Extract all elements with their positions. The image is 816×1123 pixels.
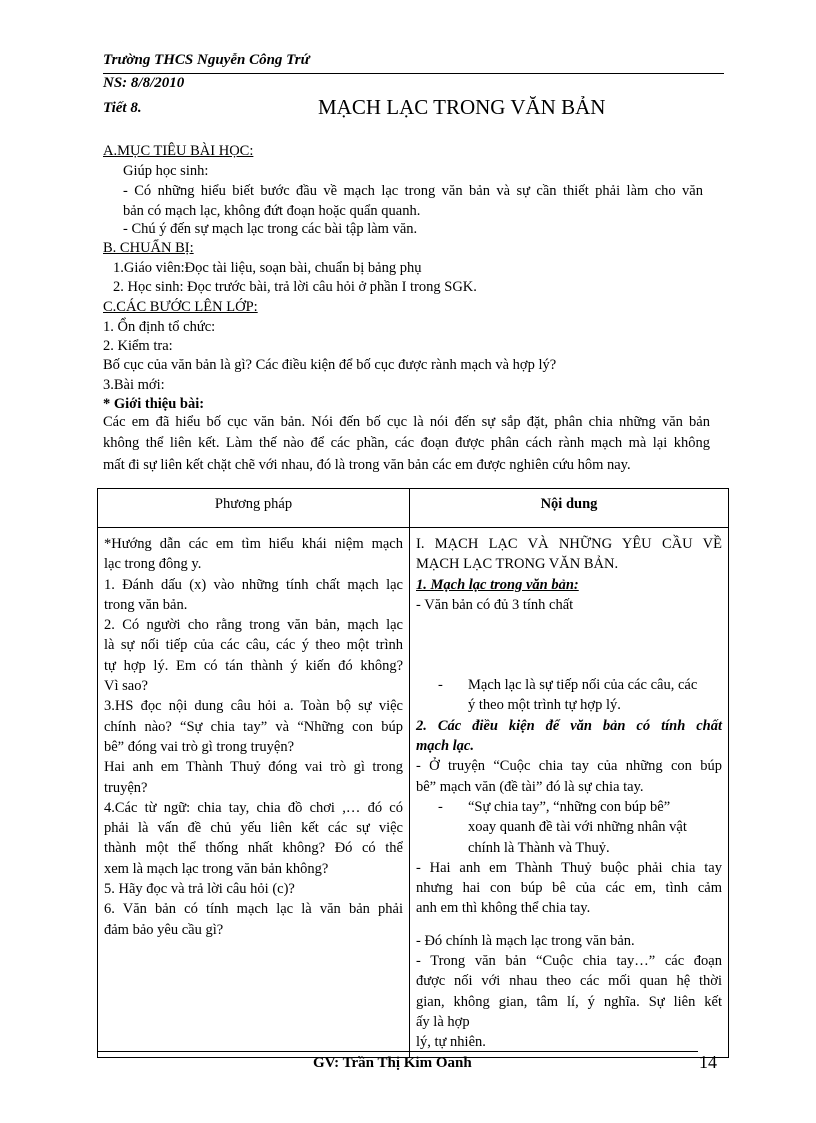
method-line: 6. Văn bản có tính mạch lạc là văn bản phải [104, 901, 403, 918]
section-a-line: Giúp học sinh: [123, 163, 209, 179]
method-line: tự hợp lý. Em có tán thành ý kiến đó không? [104, 657, 403, 674]
content-line: - Đó chính là mạch lạc trong văn bản. [416, 932, 635, 949]
section-c-heading: C.CÁC BƯỚC LÊN LỚP: [103, 299, 258, 315]
content-bullet [416, 675, 722, 695]
section-c-line: 1. Ổn định tổ chức: [103, 319, 216, 335]
content-line: được nối với nhau theo các mối quan hệ thời [416, 973, 722, 990]
content-line: anh em thì không thể chia tay. [416, 900, 591, 917]
method-line: 5. Hãy đọc và trả lời câu hỏi (c)? [104, 881, 295, 898]
content-bullet-text: xoay quanh đề tài với những nhân vật [468, 819, 687, 836]
method-line: 3.HS đọc nội dung câu hỏi a. Toàn bộ sự việc [104, 698, 403, 715]
footer-rule [97, 1051, 698, 1052]
content-line: ấy là hợp [416, 1013, 470, 1030]
content-line: lý, tự nhiên. [416, 1034, 486, 1051]
content-line: - Hai anh em Thành Thuỷ buộc phải chia tay [416, 859, 722, 876]
col-header-method: Phương pháp [98, 489, 410, 528]
intro-line: Các em đã hiểu bố cục văn bản. Nói đến bố cục là nói đến sự sắp đặt, phân chia những văn bản [103, 414, 710, 430]
content-line: - Ở truyện “Cuộc chia tay của những con búp [416, 758, 722, 775]
content-bullet-text: “Sự chia tay”, “những con búp bê” [468, 798, 671, 815]
content-heading: I. MẠCH LẠC VÀ NHỮNG YÊU CẦU VỀ [416, 536, 722, 552]
method-line: xem là mạch lạc trong văn bản không? [104, 860, 329, 877]
intro-line: mất đi sự liên kết chặt chẽ với nhau, đó là trong văn bản các em được nghiên cứu hôm nay. [103, 457, 631, 473]
section-b-line: 2. Học sinh: Đọc trước bài, trả lời câu hỏi ở phần I trong SGK. [113, 279, 477, 295]
method-line: là sự nối tiếp của các câu, các ý theo một trình [104, 637, 403, 654]
method-line: *Hướng dẫn các em tìm hiểu khái niệm mạch [104, 536, 403, 552]
header-rule [103, 73, 724, 74]
bullet-marker: - [438, 798, 443, 815]
col-header-content: Nội dung [410, 489, 729, 528]
method-line: Vì sao? [104, 678, 148, 695]
lesson-label: Tiết 8. [103, 100, 142, 116]
content-line: gian, không gian, tâm lí, ý nghĩa. Sự liên kết [416, 993, 722, 1010]
section-b-line: 1.Giáo viên:Đọc tài liệu, soạn bài, chuẩn bị bảng phụ [113, 260, 422, 276]
content-bullet-text: Mạch lạc là sự tiếp nối của các câu, các [468, 677, 698, 694]
content-line: nhưng hai con búp bê của các em, tình cảm [416, 880, 722, 897]
method-line: đảm bảo yêu cầu gì? [104, 921, 224, 938]
intro-line: không thể liên kết. Làm thế nào để các phần, các đoạn được phân cách rành mạch mà lại không [103, 435, 710, 451]
page-number: 14 [699, 1052, 717, 1072]
teacher-name: GV: Trần Thị Kim Oanh [313, 1055, 472, 1071]
content-subheading [416, 575, 722, 595]
method-line: phải là vấn đề chủ yếu liên kết các sự việc [104, 820, 403, 837]
section-c-line: 3.Bài mới: [103, 377, 165, 393]
lesson-table [97, 488, 729, 1058]
content-bullet-text: ý theo một trình tự hợp lý. [468, 697, 621, 714]
method-line: chính nào? “Sự chia tay” và “Những con búp [104, 718, 403, 735]
section-a-line: bản có mạch lạc, không đứt đoạn hoặc quẩn quanh. [123, 203, 421, 219]
content-bullet [416, 797, 722, 817]
content-cell [410, 528, 729, 1058]
method-line: 4.Các từ ngữ: chia tay, chia đồ chơi ,… đó có [104, 799, 403, 816]
section-a-heading: A.MỤC TIÊU BÀI HỌC: [103, 143, 254, 159]
method-line: 1. Đánh dấu (x) vào những tính chất mạch lạc [104, 576, 403, 593]
method-line: thành một thể thống nhất không? Đó có thể [104, 840, 403, 857]
section-c-line: Bố cục của văn bản là gì? Các điều kiện để bố cục được rành mạch và hợp lý? [103, 357, 557, 373]
content-subheading: 2. Các điều kiện để văn bản có tính chất [416, 717, 722, 734]
method-line: truyện? [104, 779, 148, 796]
section-b-heading: B. CHUẨN BỊ: [103, 240, 194, 256]
method-line: bê” đóng vai trò gì trong truyện? [104, 738, 295, 755]
content-subheading: mạch lạc. [416, 738, 474, 755]
method-line: Hai anh em Thành Thuỷ đóng vai trò gì trong [104, 759, 403, 776]
method-line: lạc trong đông y. [104, 556, 202, 573]
content-line: bê” mạch văn (đề tài” đó là sự chia tay. [416, 778, 644, 795]
section-a-line: - Có những hiểu biết bước đầu về mạch lạc trong văn bản và sự cần thiết phải làm cho văn [123, 183, 703, 199]
section-a-line: - Chú ý đến sự mạch lạc trong các bài tập làm văn. [123, 221, 418, 237]
intro-heading: * Giới thiệu bài: [103, 396, 205, 412]
content-line: - Trong văn bản “Cuộc chia tay…” các đoạn [416, 953, 722, 970]
content-subheading-text: 1. Mạch lạc trong văn bản: [416, 576, 579, 593]
content-line: - Văn bản có đủ 3 tính chất [416, 596, 574, 613]
section-c-line: 2. Kiểm tra: [103, 338, 173, 354]
method-line: trong văn bản. [104, 596, 188, 613]
method-line: 2. Có người cho rằng trong văn bản, mạch lạc [104, 617, 403, 634]
method-cell [98, 528, 410, 1058]
content-bullet-text: chính là Thành và Thuỷ. [468, 839, 610, 856]
page-title: MẠCH LẠC TRONG VĂN BẢN [318, 95, 606, 119]
date-label: NS: 8/8/2010 [103, 75, 185, 91]
bullet-marker: - [438, 677, 443, 694]
content-gap [416, 615, 722, 675]
school-name: Trường THCS Nguyễn Công Trứ [103, 52, 310, 68]
content-heading: MẠCH LẠC TRONG VĂN BẢN. [416, 556, 619, 573]
content-gap [416, 919, 722, 931]
